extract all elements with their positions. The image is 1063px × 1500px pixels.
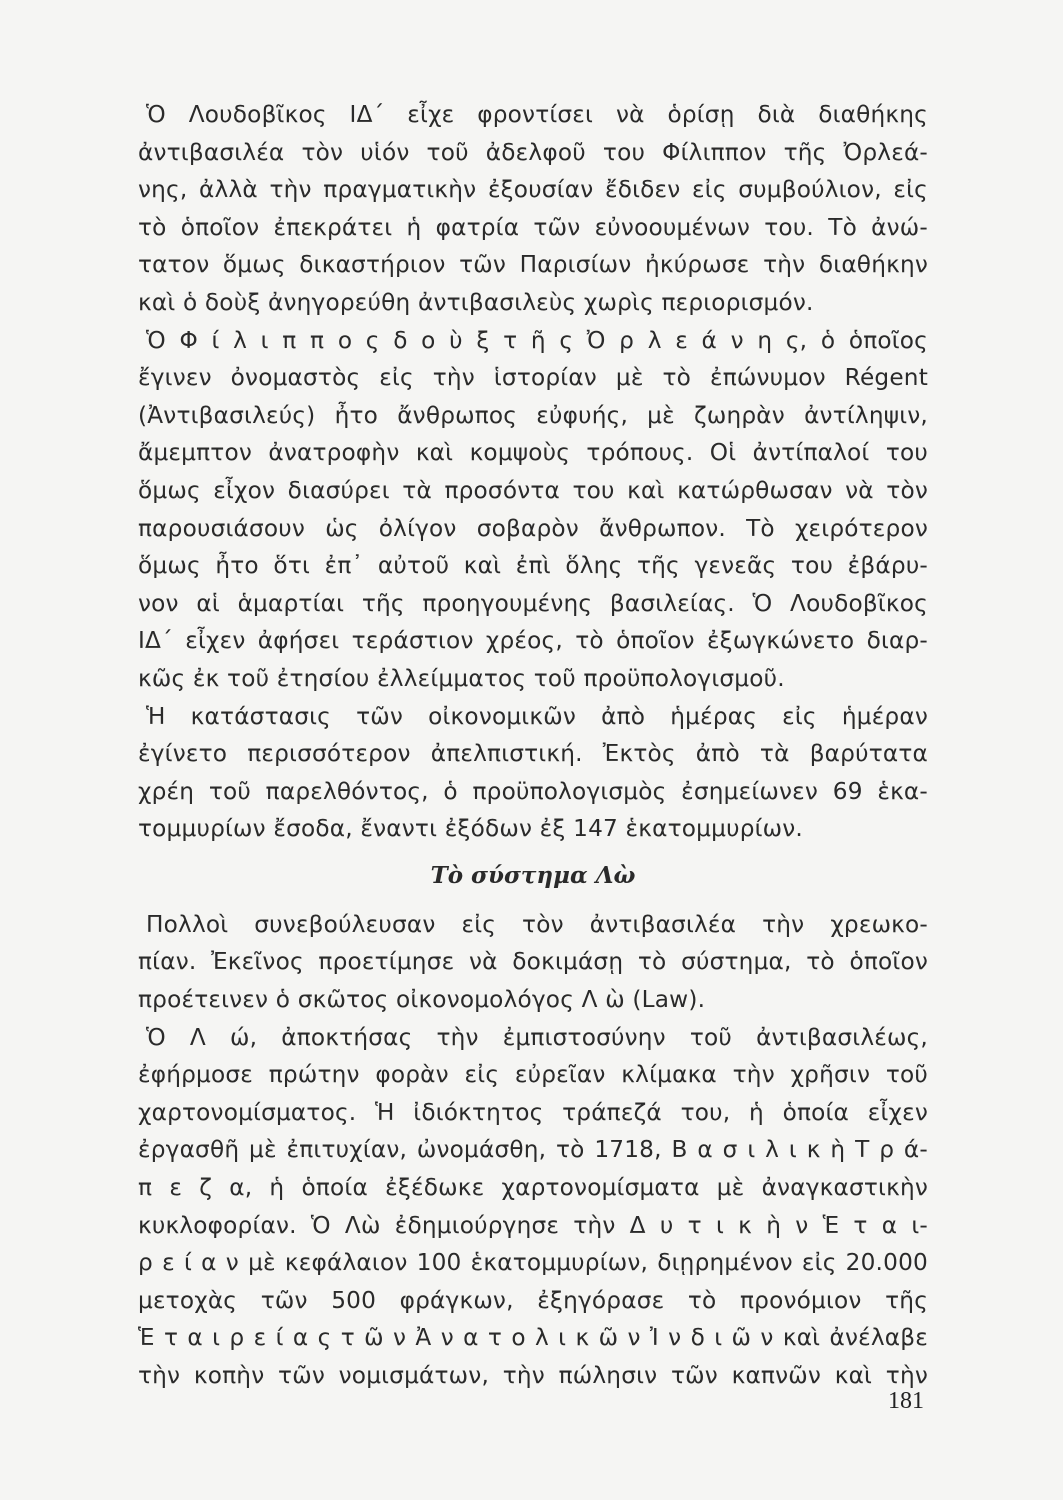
text-line: τατον ὅμως δικαστήριον τῶν Παρισίων ἠκύρωσε τὴν διαθήκην	[138, 251, 928, 279]
text-line: προέτεινεν ὁ σκῶτος οἰκονομολόγος Λ ὼ (Law).	[138, 986, 706, 1014]
text-line: χαρτονομίσματος. Ἡ ἰδιόκτητος τράπεζά του, ἡ ὁποία εἶχεν	[138, 1098, 928, 1126]
text-line: τὸ ὁποῖον ἐπεκράτει ἡ φατρία τῶν εὐνοουμένων του. Τὸ ἀνώ-	[138, 213, 928, 241]
text-line: Πολλοὶ συνεβούλευσαν εἰς τὸν ἀντιβασιλέα τὴν χρεωκο-	[146, 910, 928, 938]
text-line: κυκλοφορίαν. Ὁ Λὼ ἐδημιούργησε τὴν Δ υ τ ι κ ὴ ν Ἑ τ α ι-	[138, 1211, 928, 1239]
text-line: π ε ζ α, ἡ ὁποία ἐξέδωκε χαρτονομίσματα μὲ ἀναγκαστικὴν	[138, 1174, 928, 1202]
body-text	[138, 96, 928, 1395]
text-line: Ὁ Λ ώ, ἀποκτήσας τὴν ἐμπιστοσύνην τοῦ ἀντιβασιλέως,	[146, 1023, 928, 1051]
text-line: (Ἀντιβασιλεύς) ἦτο ἄνθρωπος εὐφυής, μὲ ζωηρὰν ἀντίληψιν,	[138, 401, 928, 429]
page-number: 181	[888, 1388, 924, 1414]
text-line: μετοχὰς τῶν 500 φράγκων, ἐξηγόρασε τὸ προνόμιον τῆς	[138, 1286, 928, 1314]
text-line: ἄμεμπτον ἀνατροφὴν καὶ κομψοὺς τρόπους. Οἱ ἀντίπαλοί του	[138, 439, 928, 467]
text-line: παρουσιάσουν ὡς ὀλίγον σοβαρὸν ἄνθρωπον. Τὸ χειρότερον	[138, 514, 928, 542]
text-line: τομμυρίων ἔσοδα, ἔναντι ἐξόδων ἐξ 147 ἑκατομμυρίων.	[138, 815, 803, 843]
text-line: Ὁ Λουδοβῖκος ΙΔ΄ εἶχε φροντίσει νὰ ὁρίσῃ διὰ διαθήκης	[146, 101, 928, 128]
text-line: ΙΔ΄ εἶχεν ἀφήσει τεράστιον χρέος, τὸ ὁποῖον ἐξωγκώνετο διαρ-	[138, 627, 928, 655]
text-line: τὴν κοπὴν τῶν νομισμάτων, τὴν πώλησιν τῶν καπνῶν καὶ τὴν	[138, 1362, 928, 1389]
text-line: νης, ἀλλὰ τὴν πραγματικὴν ἐξουσίαν ἔδιδεν εἰς συμβούλιον, εἰς	[138, 176, 928, 204]
text-line: ἐφήρμοσε πρώτην φορὰν εἰς εὐρεῖαν κλίμακα τὴν χρῆσιν τοῦ	[138, 1061, 928, 1089]
text-line: νον αἱ ἁμαρτίαι τῆς προηγουμένης βασιλείας. Ὁ Λουδοβῖκος	[138, 589, 928, 617]
text-line: Ἡ κατάστασις τῶν οἰκονομικῶν ἀπὸ ἡμέρας εἰς ἡμέραν	[146, 702, 928, 730]
text-line: χρέη τοῦ παρελθόντος, ὁ προϋπολογισμὸς ἐσημείωνεν 69 ἑκα-	[138, 777, 928, 805]
text-line: καὶ ὁ δοὺξ ἀνηγορεύθη ἀντιβασιλεὺς χωρὶς περιορισμόν.	[138, 288, 814, 316]
section-heading: Τὸ σύστημα Λὼ	[430, 861, 636, 889]
text-line: κῶς ἐκ τοῦ ἐτησίου ἐλλείμματος τοῦ προϋπολογισμοῦ.	[138, 664, 785, 692]
text-line: ὅμως εἶχον διασύρει τὰ προσόντα του καὶ κατώρθωσαν νὰ τὸν	[138, 476, 928, 504]
text-line: Ὁ Φ ί λ ι π π ο ς δ ο ὺ ξ τ ῆ ς Ὀ ρ λ ε ά ν η ς, ὁ ὁποῖος	[146, 326, 928, 354]
text-line: ὅμως ἦτο ὅτι ἐπ᾽ αὐτοῦ καὶ ἐπὶ ὅλης τῆς γενεᾶς του ἐβάρυ-	[138, 552, 928, 580]
text-line: ἔγινεν ὀνομαστὸς εἰς τὴν ἱστορίαν μὲ τὸ ἐπώνυμον Régent	[138, 364, 928, 392]
text-line: πίαν. Ἐκεῖνος προετίμησε νὰ δοκιμάσῃ τὸ σύστημα, τὸ ὁποῖον	[138, 948, 928, 976]
text-line: Ἑ τ α ι ρ ε ί α ς τ ῶ ν Ἀ ν α τ ο λ ι κ ῶ ν Ἰ ν δ ι ῶ ν καὶ ἀνέλαβε	[138, 1324, 928, 1352]
text-line: ρ ε ί α ν μὲ κεφάλαιον 100 ἑκατομμυρίων, διῃρημένον εἰς 20.000	[138, 1249, 928, 1277]
text-line: ἀντιβασιλέα τὸν υἱόν τοῦ ἀδελφοῦ του Φίλιππον τῆς Ὀρλεά-	[138, 138, 928, 166]
text-line: ἐγίνετο περισσότερον ἀπελπιστική. Ἐκτὸς ἀπὸ τὰ βαρύτατα	[138, 740, 928, 768]
text-line: ἐργασθῆ μὲ ἐπιτυχίαν, ὠνομάσθη, τὸ 1718, Β α σ ι λ ι κ ὴ Τ ρ ά-	[138, 1136, 928, 1164]
